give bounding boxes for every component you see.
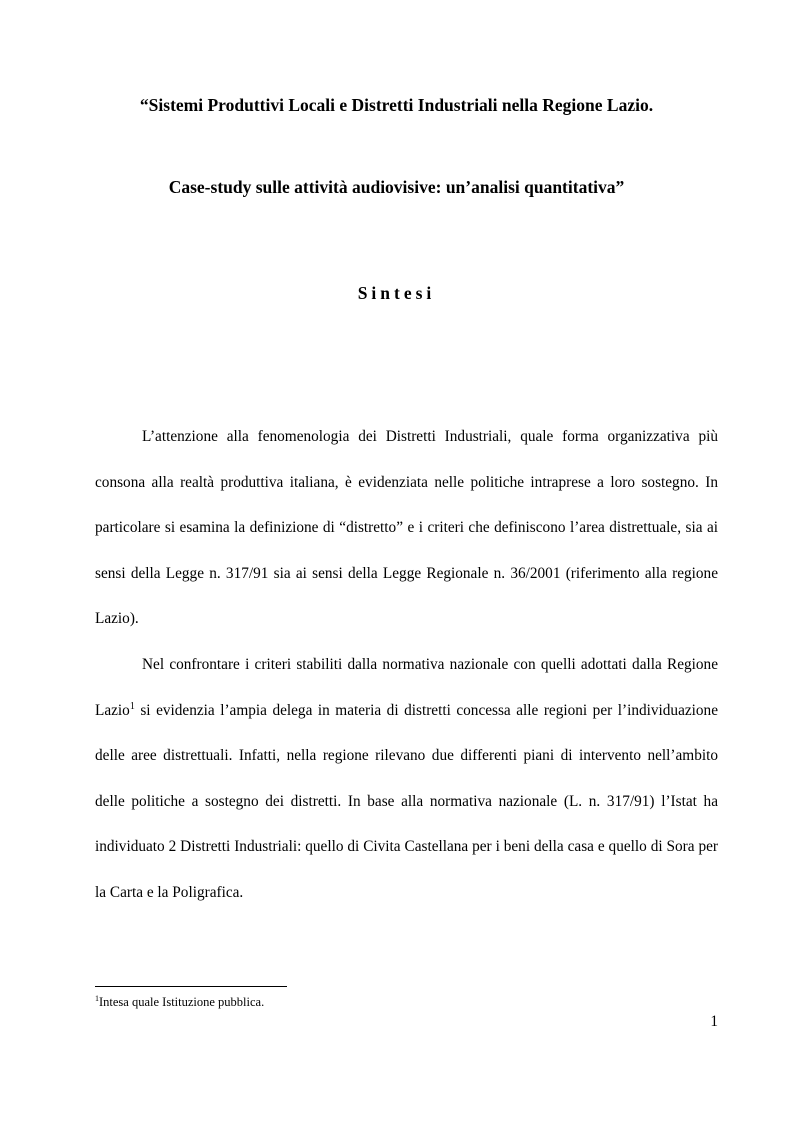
title-line-2: Case-study sulle attività audiovisive: un’analisi quantitativa” [168, 177, 625, 197]
paragraph-1: L’attenzione alla fenomenologia dei Distretti Industriali, quale forma organizzativa più consona alla realtà produttiva italiana, è evidenziata nelle politiche intraprese a loro sostegno. In particolare si esamina la definizione di “distretto” e i criteri che definiscono l’area distrettuale, sia ai sensi della Legge n. 317/91 sia ai sensi della Legge Regionale n. 36/2001 (riferimento alla regione Lazio). [95, 428, 718, 628]
footnote-marker: 1 [95, 994, 99, 1003]
footnote-text: Intesa quale Istituzione pubblica. [99, 995, 265, 1009]
body-text [95, 414, 718, 916]
paragraph-2-text-before: Nel confrontare i criteri stabiliti dalla normativa nazionale con quelli adottati dalla Regione Lazio [95, 655, 718, 719]
title-line-1: “Sistemi Produttivi Locali e Distretti Industriali nella Regione Lazio. [139, 95, 654, 115]
footnote-reference[interactable]: 1 [129, 700, 135, 712]
section-heading: Sintesi [357, 283, 436, 303]
paragraph-2-text-after: si evidenzia l’ampia delega in materia di distretti concessa alle regioni per l’individuazione delle aree distrettuali. Infatti, nella regione rilevano due differenti piani di intervento nell’ambito delle politiche a sostegno dei distretti. In base alla normativa nazionale (L. n. 317/91) l’Istat ha individuato 2 Distretti Industriali: quello di Civita Castellana per i beni della casa e quello di Sora per la Carta e la Poligrafica. [95, 701, 718, 901]
footnote-separator [95, 986, 287, 987]
paragraph-2 [95, 642, 718, 916]
footnote [95, 994, 264, 1010]
page-number: 1 [710, 1013, 718, 1030]
